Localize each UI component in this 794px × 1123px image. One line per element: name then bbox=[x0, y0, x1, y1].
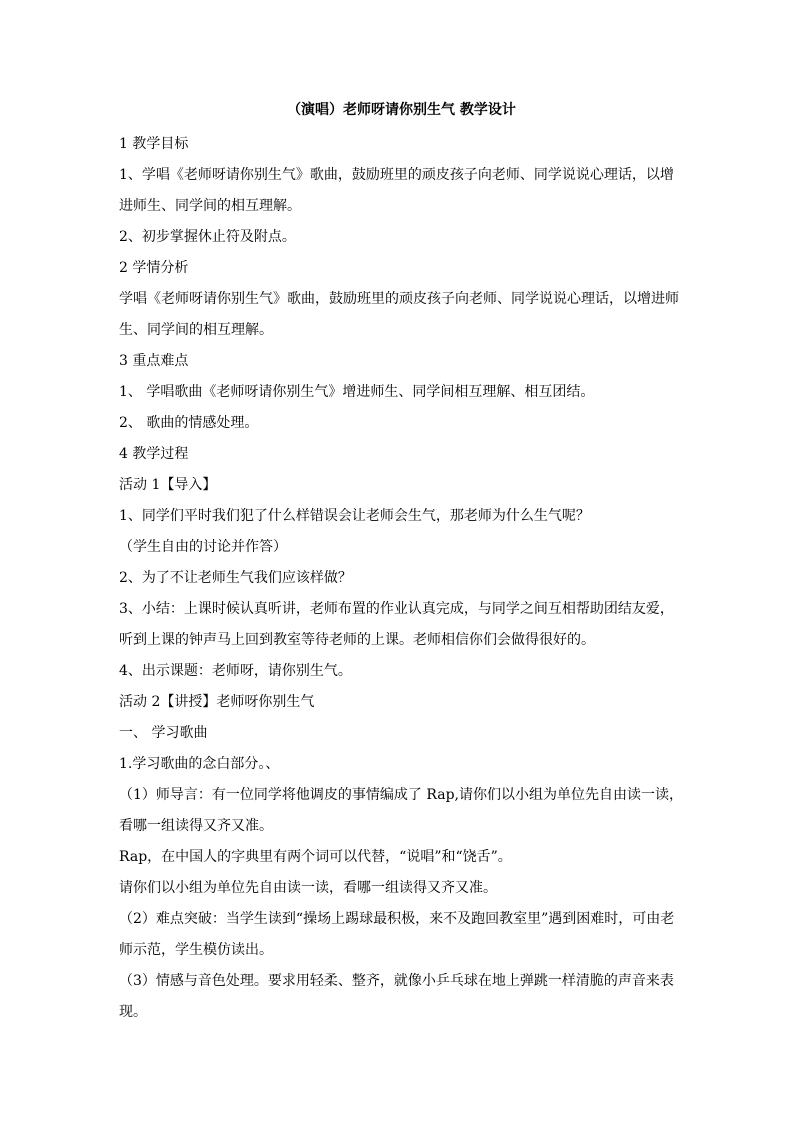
key-point-2: 2、 歌曲的情感处理。 bbox=[119, 415, 259, 431]
activity-1-item-1: 1、同学们平时我们犯了什么样错误会让老师会生气，那老师为什么生气呢？ bbox=[119, 508, 590, 524]
heading-teaching-process: 4 教学过程 bbox=[119, 446, 189, 462]
activity-1-note: （学生自由的讨论并作答） bbox=[119, 539, 287, 555]
activity-1-item-2: 2、为了不让老师生气我们应该样做？ bbox=[119, 570, 352, 586]
activity-1-item-3: 3、小结：上课时候认真听讲，老师布置的作业认真完成，与同学之间互相帮助团结友爱，听到上课的钟声马上回到教室等待老师的上课。老师相信你们会做得很好的。 bbox=[119, 601, 674, 648]
activity-1-item-4: 4、出示课题：老师呀，请你别生气。 bbox=[119, 663, 352, 679]
section-learn-song: 一、 学习歌曲 bbox=[119, 725, 208, 741]
step-1-sub-3: （3）情感与音色处理。要求用轻柔、整齐，就像小乒乓球在地上弹跳一样清脆的声音来表现。 bbox=[119, 973, 674, 1020]
activity-1-heading: 活动 1【导入】 bbox=[119, 477, 217, 493]
heading-student-analysis: 2 学情分析 bbox=[119, 260, 189, 276]
document-title: （演唱）老师呀请你别生气 教学设计 bbox=[287, 102, 516, 118]
goal-item-1: 1、学唱《老师呀请你别生气》歌曲，鼓励班里的顽皮孩子向老师、同学说说心理话，以增进师生、同学间的相互理解。 bbox=[119, 167, 674, 214]
rap-explanation: Rap，在中国人的字典里有两个词可以代替，“说唱”和“饶舌”。 bbox=[119, 849, 512, 865]
step-1: 1.学习歌曲的念白部分。、 bbox=[119, 756, 280, 772]
goal-item-2: 2、初步掌握休止符及附点。 bbox=[119, 229, 296, 245]
activity-2-heading: 活动 2【讲授】老师呀你别生气 bbox=[119, 694, 315, 710]
heading-teaching-goals: 1 教学目标 bbox=[119, 136, 189, 152]
group-reading-instruction: 请你们以小组为单位先自由读一读，看哪一组读得又齐又准。 bbox=[119, 880, 497, 896]
step-1-sub-1: （1）师导言：有一位同学将他调皮的事情编成了 Rap,请你们以小组为单位先自由读一读，看哪一组读得又齐又准。 bbox=[119, 787, 683, 834]
key-point-1: 1、 学唱歌曲《老师呀请你别生气》增进师生、同学间相互理解、相互团结。 bbox=[119, 384, 595, 400]
step-1-sub-2: （2）难点突破：当学生读到“操场上踢球最积极，来不及跑回教室里”遇到困难时，可由老师示范，学生模仿读出。 bbox=[119, 911, 675, 958]
student-analysis-text: 学唱《老师呀请你别生气》歌曲，鼓励班里的顽皮孩子向老师、同学说说心理话，以增进师生、同学间的相互理解。 bbox=[119, 291, 679, 338]
document-body bbox=[119, 129, 684, 1028]
heading-key-points: 3 重点难点 bbox=[119, 353, 189, 369]
